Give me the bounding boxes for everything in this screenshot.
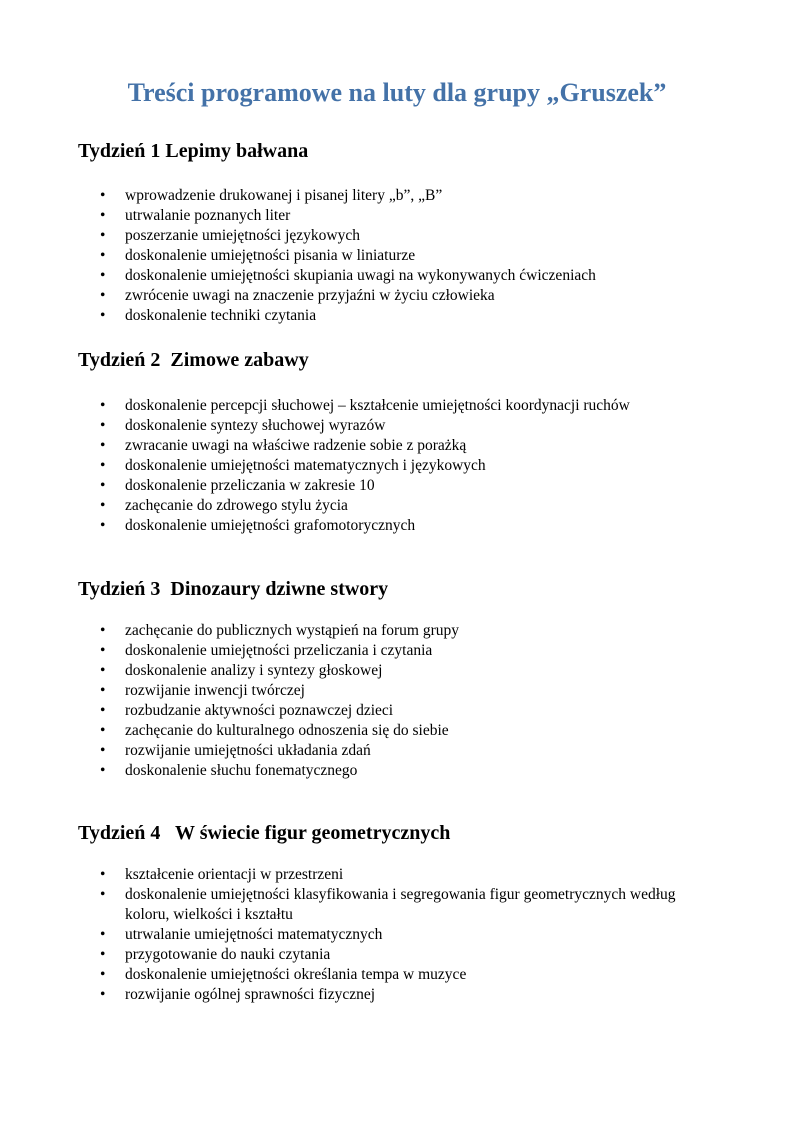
list-item (100, 865, 720, 885)
list-item-text: zachęcanie do publicznych wystąpień na forum grupy (125, 622, 459, 639)
list-item-text: zwrócenie uwagi na znaczenie przyjaźni w życiu człowieka (125, 287, 495, 304)
bullet-icon: • (100, 397, 106, 414)
bullet-icon: • (100, 457, 106, 474)
list-item-text: doskonalenie percepcji słuchowej – kształcenie umiejętności koordynacji ruchów (125, 397, 630, 414)
bullet-icon: • (100, 497, 106, 514)
list-item-text: rozwijanie ogólnej sprawności fizycznej (125, 986, 376, 1003)
list-item-text: wprowadzenie drukowanej i pisanej litery „b”, „B” (125, 187, 443, 204)
list-item (100, 206, 720, 226)
list-item (100, 741, 720, 761)
week-4-heading: Tydzień 4 W świecie figur geometrycznych (78, 822, 451, 844)
week-1-list (100, 186, 720, 326)
list-item-text: doskonalenie analizy i syntezy głoskowej (125, 662, 383, 679)
page-title: Treści programowe na luty dla grupy „Gruszek” (127, 78, 667, 107)
list-item (100, 436, 720, 456)
list-item (100, 246, 720, 266)
week-4-list (100, 865, 720, 1005)
bullet-icon: • (100, 227, 106, 244)
bullet-icon: • (100, 287, 106, 304)
bullet-icon: • (100, 986, 106, 1003)
week-3-list (100, 621, 720, 781)
list-item (100, 416, 720, 436)
list-item-text: doskonalenie umiejętności pisania w liniaturze (125, 247, 416, 264)
bullet-icon: • (100, 662, 106, 679)
bullet-icon: • (100, 886, 106, 903)
bullet-icon: • (100, 702, 106, 719)
bullet-icon: • (100, 267, 106, 284)
list-item-text: przygotowanie do nauki czytania (125, 946, 331, 963)
week-2-list (100, 396, 720, 536)
bullet-icon: • (100, 682, 106, 699)
bullet-icon: • (100, 517, 106, 534)
list-item (100, 396, 720, 416)
week-2-heading: Tydzień 2 Zimowe zabawy (78, 349, 309, 371)
list-item (100, 286, 720, 306)
bullet-icon: • (100, 477, 106, 494)
bullet-icon: • (100, 622, 106, 639)
list-item (100, 496, 720, 516)
list-item-text: rozwijanie umiejętności układania zdań (125, 742, 371, 759)
list-item-text: zachęcanie do zdrowego stylu życia (125, 497, 348, 514)
list-item (100, 681, 720, 701)
list-item (100, 761, 720, 781)
list-item-text: doskonalenie umiejętności określania tempa w muzyce (125, 966, 467, 983)
bullet-icon: • (100, 926, 106, 943)
list-item (100, 306, 720, 326)
bullet-icon: • (100, 417, 106, 434)
list-item-text: kształcenie orientacji w przestrzeni (125, 866, 344, 883)
list-item-text: doskonalenie umiejętności skupiania uwagi na wykonywanych ćwiczeniach (125, 267, 596, 284)
list-item (100, 226, 720, 246)
list-item-text: doskonalenie syntezy słuchowej wyrazów (125, 417, 386, 434)
bullet-icon: • (100, 762, 106, 779)
list-item-text: doskonalenie umiejętności matematycznych i językowych (125, 457, 486, 474)
bullet-icon: • (100, 247, 106, 264)
list-item (100, 266, 720, 286)
list-item-text: doskonalenie umiejętności klasyfikowania i segregowania figur geometrycznych według koloru, wielkości i kształtu (125, 886, 676, 923)
list-item (100, 885, 720, 925)
list-item-text: rozbudzanie aktywności poznawczej dzieci (125, 702, 394, 719)
bullet-icon: • (100, 307, 106, 324)
list-item (100, 721, 720, 741)
list-item (100, 516, 720, 536)
list-item-text: doskonalenie słuchu fonematycznego (125, 762, 358, 779)
list-item-text: utrwalanie umiejętności matematycznych (125, 926, 383, 943)
list-item (100, 925, 720, 945)
list-item (100, 456, 720, 476)
list-item-text: doskonalenie przeliczania w zakresie 10 (125, 477, 375, 494)
bullet-icon: • (100, 946, 106, 963)
list-item-text: rozwijanie inwencji twórczej (125, 682, 305, 699)
bullet-icon: • (100, 437, 106, 454)
list-item-text: zachęcanie do kulturalnego odnoszenia się do siebie (125, 722, 449, 739)
list-item (100, 985, 720, 1005)
list-item-text: doskonalenie techniki czytania (125, 307, 317, 324)
list-item (100, 476, 720, 496)
list-item (100, 661, 720, 681)
list-item-text: utrwalanie poznanych liter (125, 207, 291, 224)
list-item-text: doskonalenie umiejętności przeliczania i czytania (125, 642, 433, 659)
list-item (100, 186, 720, 206)
bullet-icon: • (100, 966, 106, 983)
list-item (100, 701, 720, 721)
list-item-text: doskonalenie umiejętności grafomotorycznych (125, 517, 416, 534)
list-item-text: zwracanie uwagi na właściwe radzenie sobie z porażką (125, 437, 467, 454)
list-item (100, 965, 720, 985)
list-item (100, 945, 720, 965)
bullet-icon: • (100, 742, 106, 759)
week-3-heading: Tydzień 3 Dinozaury dziwne stwory (78, 578, 389, 600)
list-item (100, 641, 720, 661)
list-item-text: poszerzanie umiejętności językowych (125, 227, 360, 244)
bullet-icon: • (100, 207, 106, 224)
week-1-heading: Tydzień 1 Lepimy bałwana (78, 140, 309, 162)
bullet-icon: • (100, 187, 106, 204)
bullet-icon: • (100, 722, 106, 739)
list-item (100, 621, 720, 641)
bullet-icon: • (100, 866, 106, 883)
bullet-icon: • (100, 642, 106, 659)
